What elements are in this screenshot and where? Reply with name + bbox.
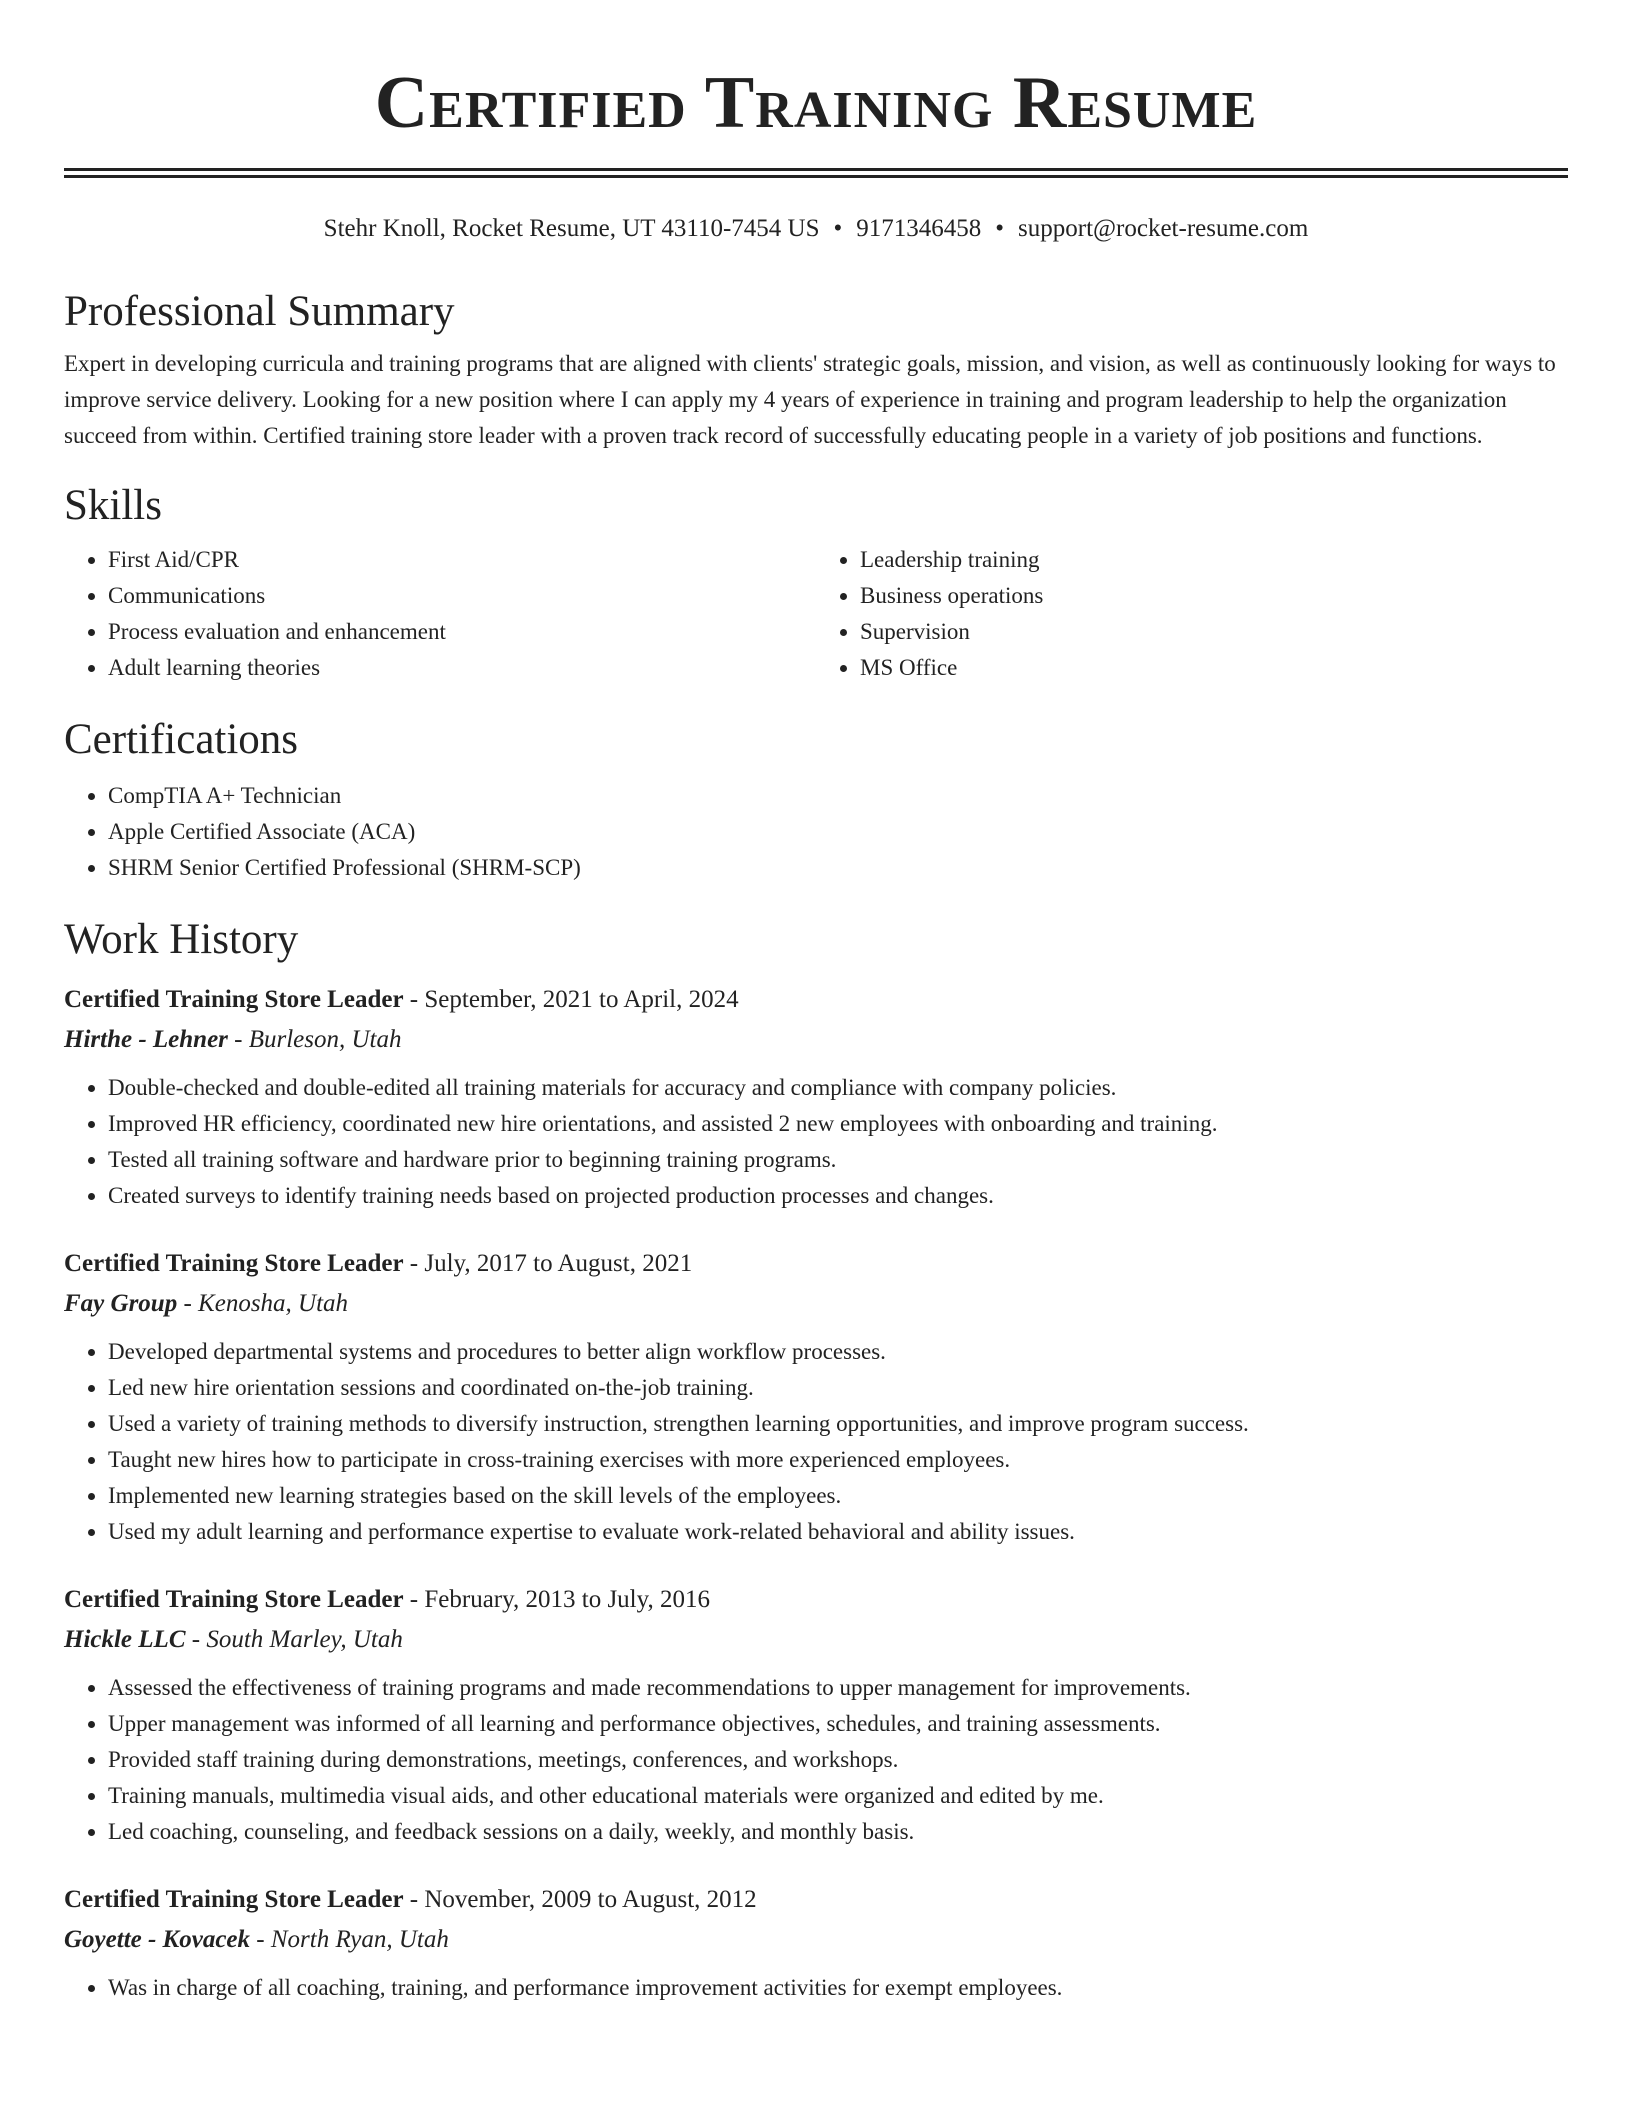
job-entry (64, 1880, 1568, 2006)
skills-columns (64, 542, 1568, 686)
company-line (64, 1920, 1568, 1960)
job-bullet: • Led coaching, counseling, and feedback sessions on a daily, weekly, and monthly basis. (108, 1814, 1568, 1850)
job-entry (64, 1580, 1568, 1850)
company-location: - North Ryan, Utah (250, 1926, 449, 1953)
job-bullet: • Double-checked and double-edited all training materials for accuracy and compliance with company policies. (108, 1070, 1568, 1106)
skill-item: • Business operations (860, 578, 1568, 614)
certification-item: • SHRM Senior Certified Professional (SHRM-SCP) (108, 850, 1568, 886)
company-line (64, 1020, 1568, 1060)
contact-email: support@rocket-resume.com (1018, 215, 1309, 242)
company-line (64, 1620, 1568, 1660)
contact-separator: • (833, 215, 843, 242)
skill-item: • Supervision (860, 614, 1568, 650)
job-bullet: • Improved HR efficiency, coordinated new hire orientations, and assisted 2 new employees with onboarding and training. (108, 1106, 1568, 1142)
job-dates: - November, 2009 to August, 2012 (403, 1886, 757, 1913)
company-location: - South Marley, Utah (185, 1626, 403, 1653)
contact-address: Stehr Knoll, Rocket Resume, UT 43110-7454 US (323, 215, 820, 242)
certification-item: • CompTIA A+ Technician (108, 778, 1568, 814)
title-double-rule (64, 168, 1568, 178)
work-history-section (64, 914, 1568, 2006)
skill-item: • Adult learning theories (108, 650, 816, 686)
job-role: Certified Training Store Leader (64, 1586, 404, 1613)
company-name: Hirthe - Lehner (64, 1026, 228, 1053)
summary-heading: Professional Summary (64, 288, 455, 335)
job-bullet: • Used a variety of training methods to diversify instruction, strengthen learning opportunities, and improve program success. (108, 1406, 1568, 1442)
job-bullet: • Was in charge of all coaching, training, and performance improvement activities for exempt employees. (108, 1970, 1568, 2006)
job-bullet: • Upper management was informed of all learning and performance objectives, schedules, and training assessments. (108, 1706, 1568, 1742)
contact-phone: 9171346458 (856, 215, 982, 242)
summary-section (64, 286, 1568, 454)
certifications-heading: Certifications (64, 716, 299, 763)
job-bullet: • Used my adult learning and performance expertise to evaluate work-related behavioral and ability issues. (108, 1514, 1568, 1550)
company-name: Goyette - Kovacek (64, 1926, 251, 1953)
summary-text: Expert in developing curricula and training programs that are aligned with clients' strategic goals, mission, and vision, as well as continuously looking for ways to improve service delivery. Looking for a new position where I can apply my 4 years of experience in training and program leadership to help the organization succeed from within. Certified training store leader with a proven track record of successfully educating people in a variety of job positions and functions. (64, 351, 1556, 448)
certifications-list (64, 778, 1568, 886)
company-name: Fay Group (64, 1290, 178, 1317)
job-bullet: • Created surveys to identify training needs based on projected production processes and changes. (108, 1178, 1568, 1214)
company-name: Hickle LLC (64, 1626, 186, 1653)
job-bullets (64, 1334, 1568, 1550)
skills-list-left (64, 542, 816, 686)
contact-separator: • (995, 215, 1005, 242)
job-bullet: • Training manuals, multimedia visual aids, and other educational materials were organized and edited by me. (108, 1778, 1568, 1814)
skill-item: • Communications (108, 578, 816, 614)
skills-list-right (816, 542, 1568, 686)
job-entry (64, 1244, 1568, 1550)
company-line (64, 1284, 1568, 1324)
skills-heading: Skills (64, 482, 162, 529)
job-bullet: • Developed departmental systems and procedures to better align workflow processes. (108, 1334, 1568, 1370)
job-entry (64, 980, 1568, 1214)
job-dates: - February, 2013 to July, 2016 (403, 1586, 710, 1613)
job-role: Certified Training Store Leader (64, 1250, 404, 1277)
job-title-line (64, 980, 1568, 1020)
job-bullet: • Led new hire orientation sessions and coordinated on-the-job training. (108, 1370, 1568, 1406)
skill-item: • MS Office (860, 650, 1568, 686)
skill-item: • Leadership training (860, 542, 1568, 578)
contact-line (64, 214, 1568, 244)
company-location: - Kenosha, Utah (177, 1290, 349, 1317)
job-dates: - September, 2021 to April, 2024 (403, 986, 739, 1013)
job-dates: - July, 2017 to August, 2021 (403, 1250, 693, 1277)
skill-item: • First Aid/CPR (108, 542, 816, 578)
job-bullet: • Provided staff training during demonstrations, meetings, conferences, and workshops. (108, 1742, 1568, 1778)
job-title-line (64, 1580, 1568, 1620)
company-location: - Burleson, Utah (227, 1026, 402, 1053)
job-bullet: • Tested all training software and hardware prior to beginning training programs. (108, 1142, 1568, 1178)
job-bullet: • Assessed the effectiveness of training programs and made recommendations to upper management for improvements. (108, 1670, 1568, 1706)
job-title-line (64, 1244, 1568, 1284)
job-bullets (64, 1970, 1568, 2006)
job-role: Certified Training Store Leader (64, 1886, 404, 1913)
work-history-heading: Work History (64, 916, 299, 963)
job-bullet: • Taught new hires how to participate in cross-training exercises with more experienced employees. (108, 1442, 1568, 1478)
resume-title: Certified Training Resume (374, 62, 1258, 144)
skill-item: • Process evaluation and enhancement (108, 614, 816, 650)
skills-section (64, 480, 1568, 686)
job-role: Certified Training Store Leader (64, 986, 404, 1013)
job-bullet: • Implemented new learning strategies based on the skill levels of the employees. (108, 1478, 1568, 1514)
certification-item: • Apple Certified Associate (ACA) (108, 814, 1568, 850)
job-bullets (64, 1670, 1568, 1850)
job-title-line (64, 1880, 1568, 1920)
job-bullets (64, 1070, 1568, 1214)
certifications-section (64, 714, 1568, 886)
